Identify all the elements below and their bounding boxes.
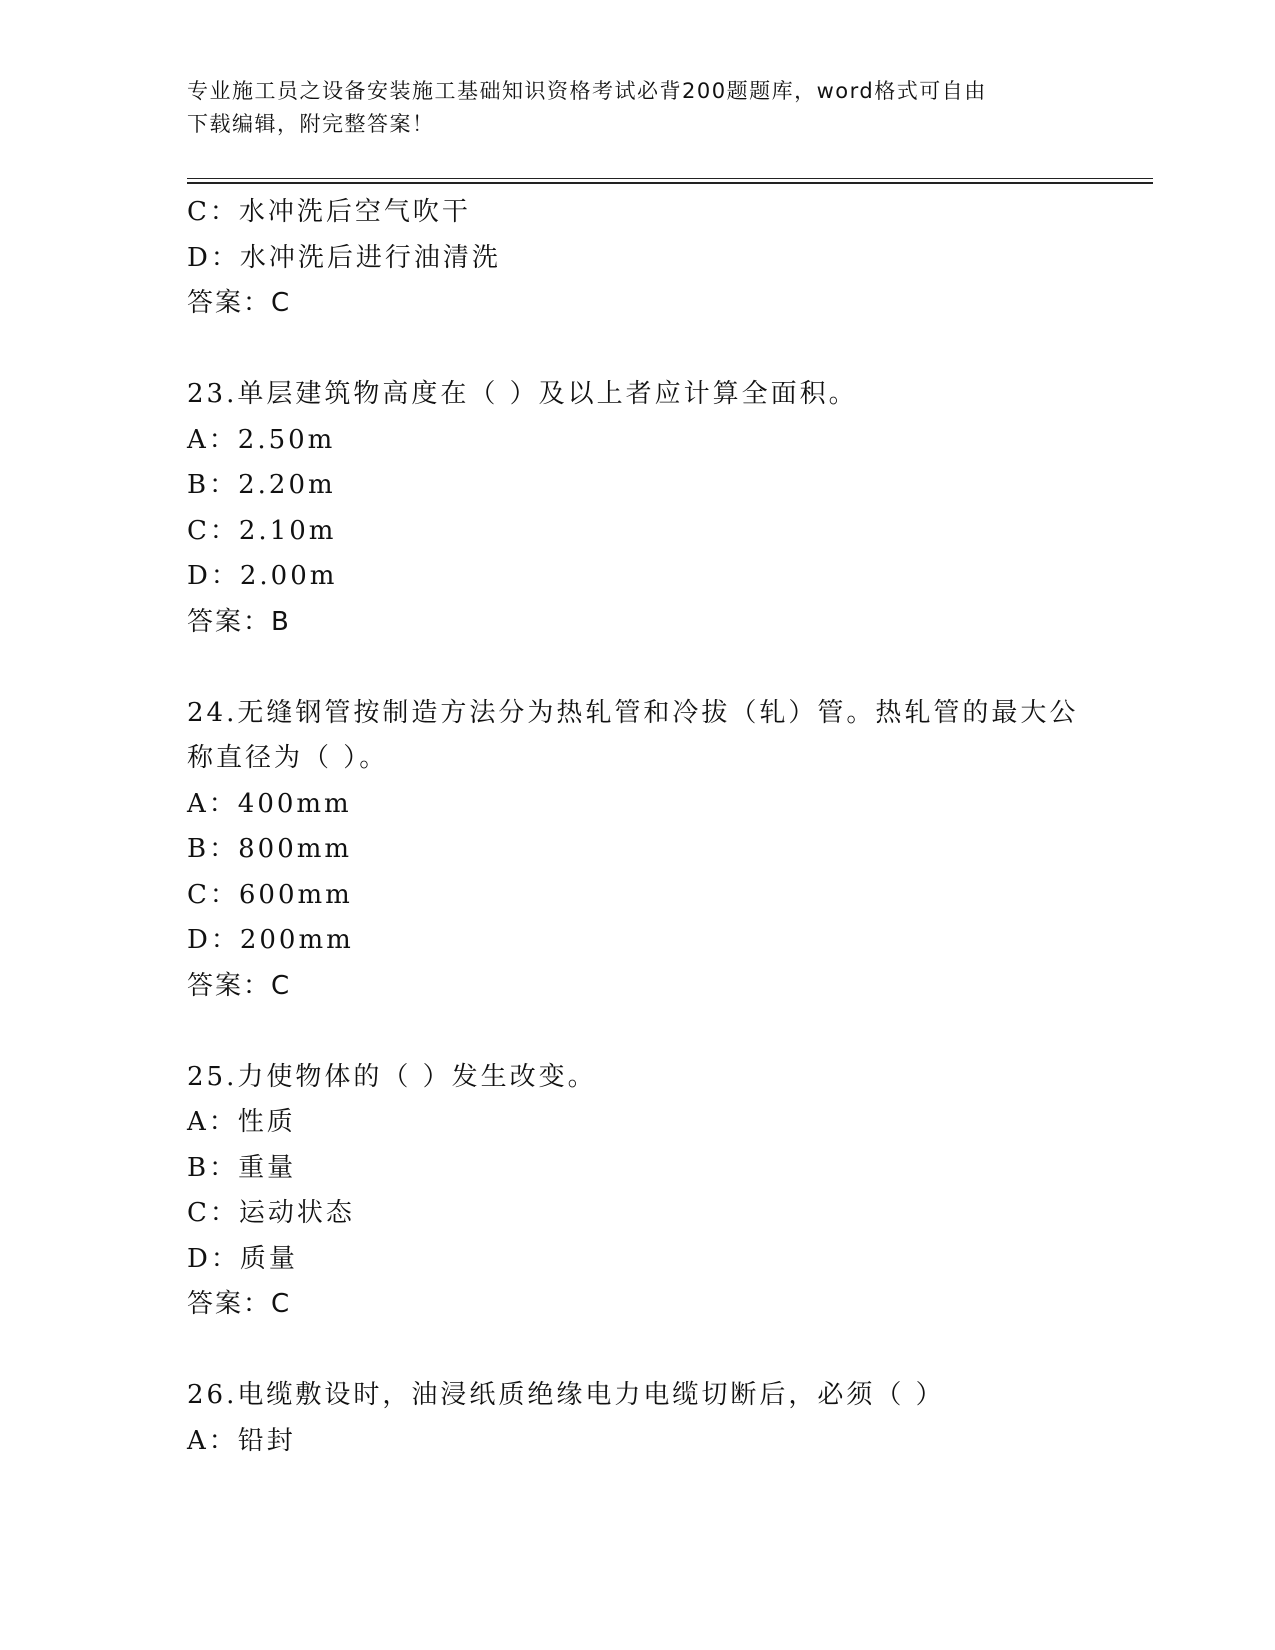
header-divider-top bbox=[187, 178, 1153, 179]
option-d: D：2.00m bbox=[187, 561, 338, 591]
option-c: C：2.10m bbox=[187, 515, 337, 546]
document-header bbox=[187, 75, 1087, 141]
question-text-line-2: 称直径为（ ）。 bbox=[187, 743, 389, 773]
option-a: A：400mm bbox=[187, 788, 352, 819]
answer-line: 答案：C bbox=[187, 1289, 292, 1319]
option-a: A：铅封 bbox=[187, 1425, 296, 1456]
question-text: 26.电缆敷设时，油浸纸质绝缘电力电缆切断后，必须（ ） bbox=[187, 1380, 945, 1410]
question-text: 23.单层建筑物高度在（ ）及以上者应计算全面积。 bbox=[187, 379, 858, 409]
question-text: 25.力使物体的（ ）发生改变。 bbox=[187, 1061, 597, 1092]
answer-line: 答案：C bbox=[187, 970, 292, 1001]
option-c: C：水冲洗后空气吹干 bbox=[187, 197, 471, 227]
option-a: A：性质 bbox=[187, 1107, 296, 1137]
question-26 bbox=[187, 1373, 1087, 1464]
option-d: D：水冲洗后进行油清洗 bbox=[187, 242, 501, 273]
answer-line: 答案：C bbox=[187, 288, 292, 318]
option-b: B：800mm bbox=[187, 834, 353, 864]
question-24 bbox=[187, 691, 1087, 1010]
spacer bbox=[187, 1009, 1087, 1055]
spacer bbox=[187, 645, 1087, 691]
header-divider-bottom bbox=[187, 182, 1153, 184]
option-c: C：600mm bbox=[187, 879, 353, 910]
option-b: B：重量 bbox=[187, 1152, 297, 1183]
question-list bbox=[187, 190, 1087, 1464]
option-b: B：2.20m bbox=[187, 470, 336, 500]
option-d: D：200mm bbox=[187, 925, 354, 955]
option-a: A：2.50m bbox=[187, 424, 336, 455]
spacer bbox=[187, 1328, 1087, 1374]
option-d: D：质量 bbox=[187, 1243, 298, 1274]
header-title-line-2: 下载编辑，附完整答案！ bbox=[187, 112, 435, 136]
question-25 bbox=[187, 1055, 1087, 1328]
option-c: C：运动状态 bbox=[187, 1198, 355, 1228]
question-23 bbox=[187, 372, 1087, 645]
question-text-line-1: 24.无缝钢管按制造方法分为热轧管和冷拔（轧）管。热轧管的最大公 bbox=[187, 697, 1079, 728]
header-title-line-1: 专业施工员之设备安装施工基础知识资格考试必背200题题库，word格式可自由 bbox=[187, 79, 987, 103]
question-22-tail bbox=[187, 190, 1087, 327]
spacer bbox=[187, 327, 1087, 373]
answer-line: 答案：B bbox=[187, 606, 291, 637]
